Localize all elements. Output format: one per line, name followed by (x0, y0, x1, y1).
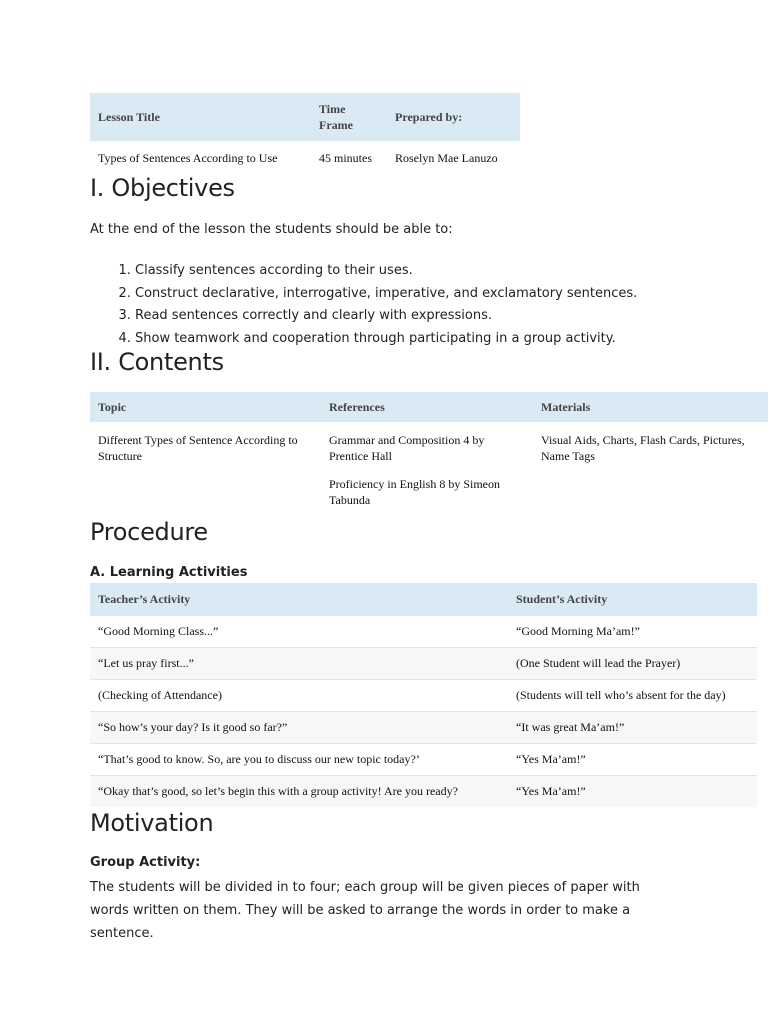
student-activity-cell: “Yes Ma’am!” (508, 744, 757, 776)
student-activity-cell: (Students will tell who’s absent for the day) (508, 680, 757, 712)
contents-heading: II. Contents (90, 348, 224, 376)
time-frame-cell: 45 minutes (319, 151, 372, 165)
header-references: References (321, 392, 533, 422)
student-activity-cell: “Yes Ma’am!” (508, 776, 757, 808)
objectives-intro: At the end of the lesson the students should be able to: (90, 222, 453, 237)
header-student-activity: Student’s Activity (508, 583, 757, 616)
teacher-activity-cell: “So how’s your day? Is it good so far?” (90, 712, 508, 744)
learning-activities-label: A. Learning Activities (90, 565, 248, 580)
teacher-activity-cell: (Checking of Attendance) (90, 680, 508, 712)
objective-item: 4. Show teamwork and cooperation through participating in a group activity. (135, 328, 768, 351)
objective-item: 3. Read sentences correctly and clearly with expressions. (135, 305, 768, 328)
table-row (90, 680, 757, 712)
procedure-heading: Procedure (90, 518, 208, 546)
table-row (90, 776, 757, 808)
student-activity-cell: “It was great Ma’am!” (508, 712, 757, 744)
learning-activities-table (90, 583, 757, 807)
motivation-text: The students will be divided in to four; each group will be given pieces of paper with words written on them. They will be asked to arrange the words in order to make a sentence. (90, 880, 640, 941)
prepared-by-cell: Roselyn Mae Lanuzo (395, 151, 498, 165)
reference-cell: Proficiency in English 8 by Simeon Tabunda (329, 477, 500, 507)
contents-header-row (90, 392, 768, 422)
lesson-row (90, 141, 520, 173)
objectives-heading: I. Objectives (90, 174, 235, 202)
motivation-heading: Motivation (90, 809, 214, 837)
table-row (90, 616, 757, 648)
header-lesson-title: Lesson Title (90, 93, 311, 141)
reference-cell: Grammar and Composition 4 by Prentice Hall (329, 433, 485, 463)
materials-cell-empty (533, 470, 768, 514)
objective-item: 2. Construct declarative, interrogative, imperative, and exclamatory sentences. (135, 283, 768, 306)
lesson-header-row (90, 93, 520, 141)
header-materials: Materials (533, 392, 768, 422)
header-prepared-by: Prepared by: (387, 93, 520, 141)
teacher-activity-cell: “Good Morning Class...” (90, 616, 508, 648)
lesson-info-table (90, 93, 520, 173)
lesson-title-cell: Types of Sentences According to Use (98, 151, 278, 165)
contents-table (90, 392, 768, 514)
header-topic: Topic (90, 392, 321, 422)
objective-item: 1. Classify sentences according to their uses. (135, 260, 768, 283)
table-row (90, 648, 757, 680)
teacher-activity-cell: “Okay that’s good, so let’s begin this with a group activity! Are you ready? (90, 776, 508, 808)
activities-header-row (90, 583, 757, 616)
objectives-list (90, 260, 768, 350)
table-row (90, 744, 757, 776)
contents-row (90, 422, 768, 470)
materials-cell: Visual Aids, Charts, Flash Cards, Pictures, Name Tags (541, 433, 745, 463)
group-activity-label: Group Activity: (90, 855, 201, 870)
table-row (90, 712, 757, 744)
student-activity-cell: (One Student will lead the Prayer) (508, 648, 757, 680)
header-teacher-activity: Teacher’s Activity (90, 583, 508, 616)
teacher-activity-cell: “That’s good to know. So, are you to discuss our new topic today?’ (90, 744, 508, 776)
topic-cell: Different Types of Sentence According to Structure (98, 433, 298, 463)
header-time-frame: Time Frame (311, 93, 387, 141)
topic-cell-empty (90, 470, 321, 514)
teacher-activity-cell: “Let us pray first...” (90, 648, 508, 680)
contents-row (90, 470, 768, 514)
student-activity-cell: “Good Morning Ma’am!” (508, 616, 757, 648)
